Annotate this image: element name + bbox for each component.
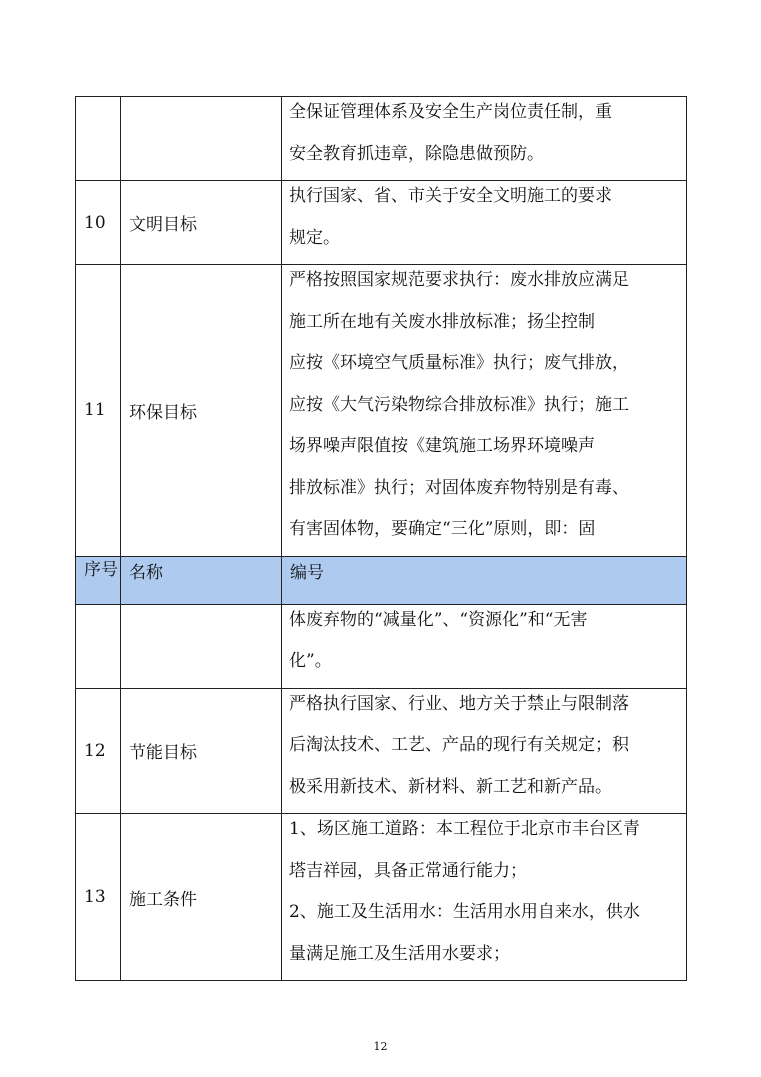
row-name: 节能目标 xyxy=(121,688,282,814)
description-line: 执行国家、省、市关于安全文明施工的要求 xyxy=(289,186,612,206)
description-line: 严格按照国家规范要求执行：废水排放应满足 xyxy=(289,270,629,290)
header-code: 编号 xyxy=(282,556,687,604)
description-line: 应按《大气污染物综合排放标准》执行；施工 xyxy=(289,394,629,415)
description-line: 规定。 xyxy=(289,227,340,248)
description-line: 量满足施工及生活用水要求； xyxy=(289,943,510,964)
table-header-repeat xyxy=(76,556,687,604)
description-line: 应按《环境空气质量标准》执行；废气排放， xyxy=(289,353,629,373)
row-description xyxy=(282,814,687,981)
content-table xyxy=(75,96,687,981)
table-row xyxy=(76,265,687,557)
description-line: 全保证管理体系及安全生产岗位责任制，重 xyxy=(289,102,612,122)
row-number: 11 xyxy=(76,265,121,557)
page-number: 12 xyxy=(373,1040,388,1053)
table-body-bottom xyxy=(76,604,687,981)
row-name: 文明目标 xyxy=(121,181,282,265)
table-row xyxy=(76,181,687,265)
description-line: 场界噪声限值按《建筑施工场界环境噪声 xyxy=(289,436,595,456)
description-line: 严格执行国家、行业、地方关于禁止与限制落 xyxy=(289,693,629,714)
description-line: 有害固体物，要确定“三化”原则，即：固 xyxy=(289,519,596,539)
row-name: 施工条件 xyxy=(121,814,282,981)
description-line: 体废弃物的“减量化”、“资源化”和“无害 xyxy=(289,609,588,630)
table-body-top xyxy=(76,97,687,557)
table-header-row xyxy=(76,556,687,604)
row-description xyxy=(282,181,687,265)
row-description xyxy=(282,688,687,814)
description-line: 2、施工及生活用水：生活用水用自来水，供水 xyxy=(289,902,640,922)
row-name xyxy=(121,97,282,181)
row-number: 13 xyxy=(76,814,121,981)
row-number: 10 xyxy=(76,181,121,265)
description-line: 1、场区施工道路：本工程位于北京市丰台区青 xyxy=(289,819,640,839)
description-line: 塔吉祥园，具备正常通行能力； xyxy=(289,860,527,881)
description-line: 后淘汰技术、工艺、产品的现行有关规定；积 xyxy=(289,735,629,755)
description-line: 施工所在地有关废水排放标准；扬尘控制 xyxy=(289,311,595,332)
table-row xyxy=(76,688,687,814)
row-number: 12 xyxy=(76,688,121,814)
row-number xyxy=(76,604,121,688)
row-name xyxy=(121,604,282,688)
row-description xyxy=(282,265,687,557)
row-description xyxy=(282,97,687,181)
description-line: 化”。 xyxy=(289,651,332,671)
row-description xyxy=(282,604,687,688)
table-row xyxy=(76,604,687,688)
row-number xyxy=(76,97,121,181)
description-line: 安全教育抓违章，除隐患做预防。 xyxy=(289,143,544,164)
table-row xyxy=(76,97,687,181)
row-name: 环保目标 xyxy=(121,265,282,557)
description-line: 极采用新技术、新材料、新工艺和新产品。 xyxy=(289,776,612,797)
description-line: 排放标准》执行；对固体废弃物特别是有毒、 xyxy=(289,477,629,498)
table-row xyxy=(76,814,687,981)
header-name: 名称 xyxy=(121,556,282,604)
header-seq: 序号 xyxy=(76,556,121,604)
